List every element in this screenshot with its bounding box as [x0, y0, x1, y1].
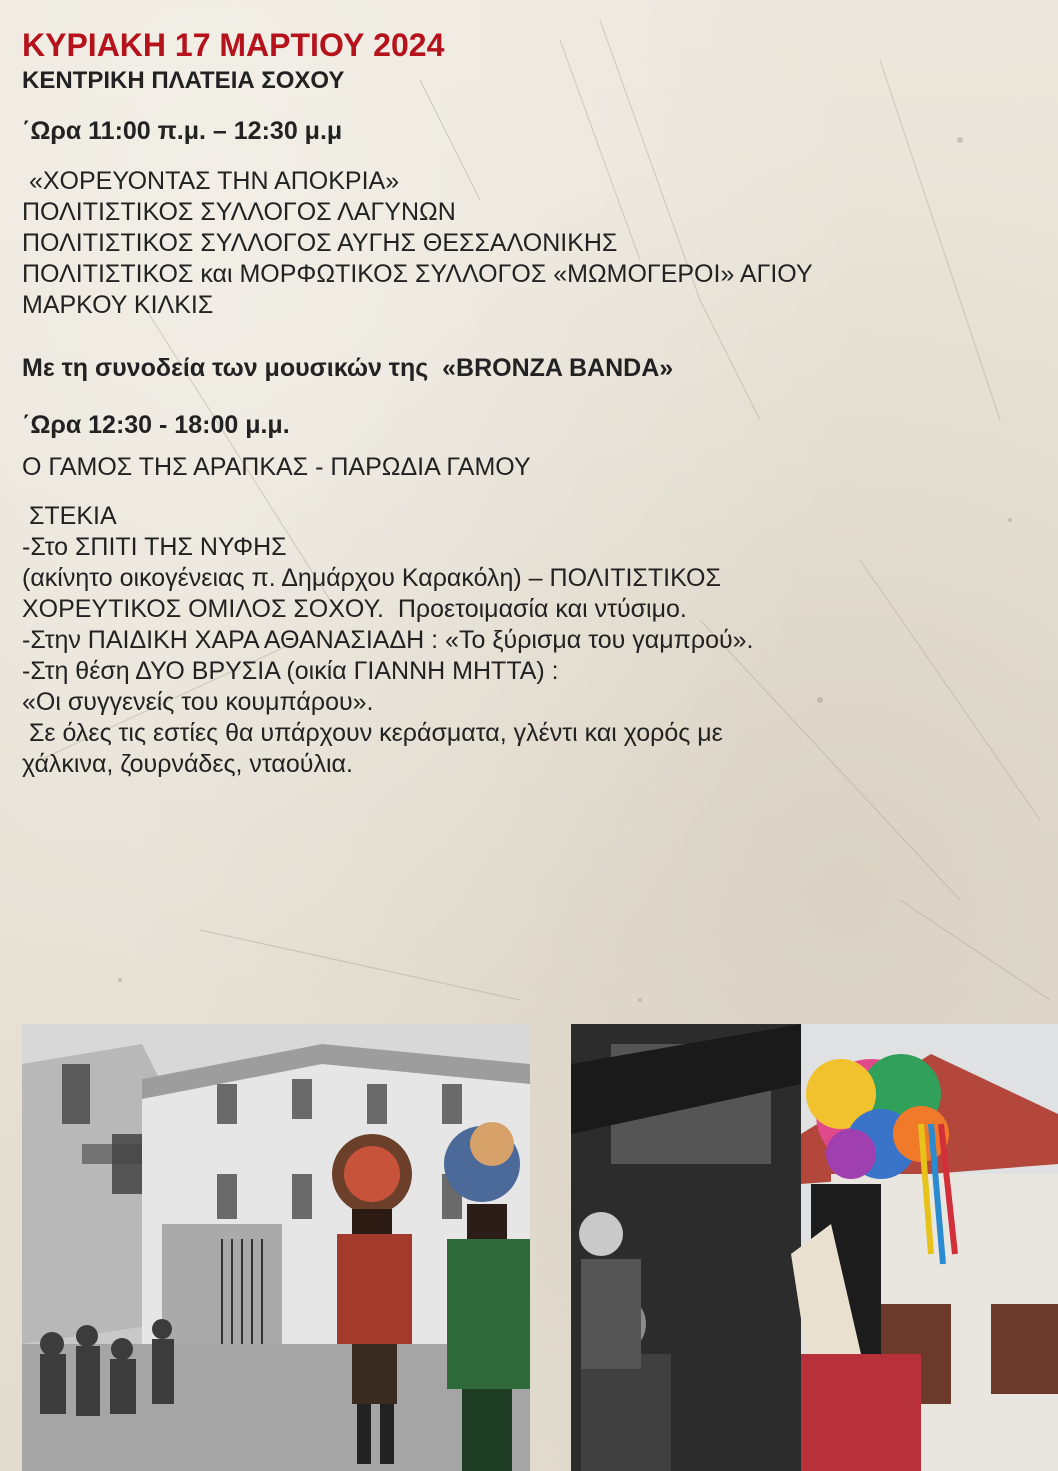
village-street-photo — [22, 1024, 530, 1471]
session1-line: ΠΟΛΙΤΙΣΤΙΚΟΣ και ΜΟΡΦΩΤΙΚΟΣ ΣΥΛΛΟΓΟΣ «ΜΩΜΟΓΕΡΟΙ» ΑΓΙΟΥ — [22, 260, 813, 288]
accompaniment: Με τη συνοδεία των μουσικών της «BRONZA BANDA» — [22, 354, 674, 382]
session1-line: ΜΑΡΚΟΥ ΚΙΛΚΙΣ — [22, 291, 214, 319]
poster-text — [22, 28, 1022, 780]
session2-time: ΄Ωρα 12:30 - 18:00 μ.μ. — [22, 411, 290, 439]
session1-line: «ΧΟΡΕΥΟΝΤΑΣ ΤΗΝ ΑΠΟΚΡΙΑ» — [22, 167, 400, 195]
session1-line: ΠΟΛΙΤΙΣΤΙΚΟΣ ΣΥΛΛΟΓΟΣ ΛΑΓΥΝΩΝ — [22, 198, 456, 226]
session2-line: -Στην ΠΑΙΔΙΚΗ ΧΑΡΑ ΑΘΑΝΑΣΙΑΔΗ : «Το ξύρισμα του γαμπρού». — [22, 626, 754, 654]
session2-line: (ακίνητο οικογένειας π. Δημάρχου Καρακόλη) – ΠΟΛΙΤΙΣΤΙΚΟΣ — [22, 564, 721, 592]
session1-line: ΠΟΛΙΤΙΣΤΙΚΟΣ ΣΥΛΛΟΓΟΣ ΑΥΓΗΣ ΘΕΣΣΑΛΟΝΙΚΗΣ — [22, 229, 618, 257]
session2-line: -Στο ΣΠΙΤΙ ΤΗΣ ΝΥΦΗΣ — [22, 533, 287, 561]
session2-event: Ο ΓΑΜΟΣ ΤΗΣ ΑΡΑΠΚΑΣ - ΠΑΡΩΔΙΑ ΓΑΜΟΥ — [22, 453, 531, 481]
costume-collage-photo — [571, 1024, 1058, 1471]
session2-line: χάλκινα, ζουρνάδες, νταούλια. — [22, 750, 353, 778]
session2-line: ΧΟΡΕΥΤΙΚΟΣ ΟΜΙΛΟΣ ΣΟΧΟΥ. Προετοιμασία και ντύσιμο. — [22, 595, 687, 623]
session2-line: Σε όλες τις εστίες θα υπάρχουν κεράσματα, γλέντι και χορός με — [22, 719, 723, 747]
location: ΚΕΝΤΡΙΚΗ ΠΛΑΤΕΙΑ ΣΟΧΟΥ — [22, 67, 345, 94]
session1-time: ΄Ωρα 11:00 π.μ. – 12:30 μ.μ — [22, 117, 343, 145]
session2-line: -Στη θέση ΔΥΟ ΒΡΥΣΙΑ (οικία ΓΙΑΝΝΗ ΜΗΤΤΑ) : — [22, 657, 559, 685]
session2-line: «Οι συγγενείς του κουμπάρου». — [22, 688, 374, 716]
session2-line: ΣΤΕΚΙΑ — [22, 502, 117, 530]
date-title: ΚΥΡΙΑΚΗ 17 ΜΑΡΤΙΟΥ 2024 — [22, 27, 445, 63]
